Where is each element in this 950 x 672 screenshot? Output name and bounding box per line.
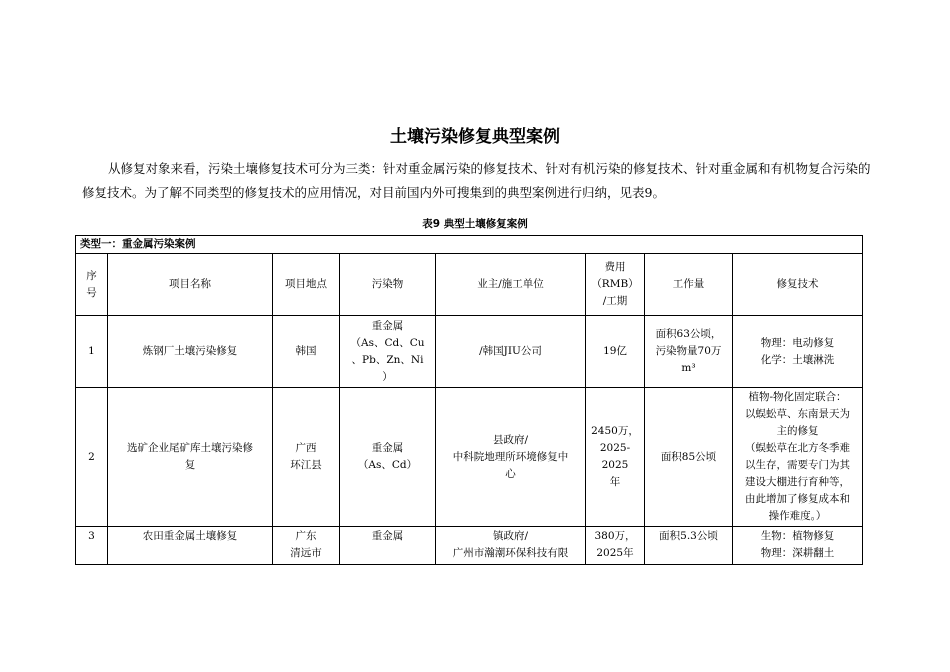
- cell-pollutant: 重金属: [340, 527, 436, 565]
- table-caption: 表9 典型土壤修复案例: [422, 218, 528, 230]
- cell-technique: 物理：电动修复 化学：土壤淋洗: [733, 316, 863, 388]
- cell-owner: 镇政府/ 广州市瀚潮环保科技有限: [436, 527, 586, 565]
- cell-seq: 2: [76, 388, 108, 527]
- cell-seq: 1: [76, 316, 108, 388]
- cell-name: 农田重金属土壤修复: [108, 527, 273, 565]
- header-technique: 修复技术: [733, 254, 863, 316]
- cell-cost: 2450万， 2025-2025 年: [586, 388, 645, 527]
- cell-owner: /韩国JIU公司: [436, 316, 586, 388]
- header-cost: 费用 （RMB） /工期: [586, 254, 645, 316]
- cell-workload: 面积5.3公顷: [645, 527, 733, 565]
- section-label: 类型一：重金属污染案例: [76, 236, 863, 254]
- header-owner: 业主/施工单位: [436, 254, 586, 316]
- header-workload: 工作量: [645, 254, 733, 316]
- cell-name: 炼钢厂土壤污染修复: [108, 316, 273, 388]
- cell-owner: 县政府/ 中科院地理所环境修复中 心: [436, 388, 586, 527]
- cell-cost: 19亿: [586, 316, 645, 388]
- cell-pollutant: 重金属 （As、Cd）: [340, 388, 436, 527]
- header-row: [76, 254, 863, 316]
- cell-technique: 生物：植物修复 物理：深耕翻土: [733, 527, 863, 565]
- cell-workload: 面积63公顷， 污染物量70万 m³: [645, 316, 733, 388]
- table-row: [76, 527, 863, 565]
- cell-cost: 380万， 2025年: [586, 527, 645, 565]
- cell-pollutant: 重金属 （As、Cd、Cu 、Pb、Zn、Ni ）: [340, 316, 436, 388]
- cell-technique: 植物-物化固定联合： 以蜈蚣草、东南景天为 主的修复 （蜈蚣草在北方冬季难 以生存，需要专门为其 建设大棚进行育种等， 由此增加了修复成本和 操作难度。）: [733, 388, 863, 527]
- header-seq: 序 号: [76, 254, 108, 316]
- case-table: [75, 235, 863, 565]
- cell-seq: 3: [76, 527, 108, 565]
- intro-paragraph: 从修复对象来看，污染土壤修复技术可分为三类：针对重金属污染的修复技术、针对有机污染的修复技术、针对重金属和有机物复合污染的修复技术。为了解不同类型的修复技术的应用情况，对目前国内外可搜集到的典型案例进行归纳，见表9。: [82, 161, 871, 200]
- table-row: [76, 388, 863, 527]
- document-title: 土壤污染修复典型案例: [390, 127, 560, 147]
- section-row: [76, 236, 863, 254]
- cell-name: 选矿企业尾矿库土壤污染修 复: [108, 388, 273, 527]
- header-location: 项目地点: [273, 254, 340, 316]
- cell-location: 广西 环江县: [273, 388, 340, 527]
- header-pollutant: 污染物: [340, 254, 436, 316]
- table-row: [76, 316, 863, 388]
- cell-workload: 面积85公顷: [645, 388, 733, 527]
- cell-location: 韩国: [273, 316, 340, 388]
- cell-location: 广东 清远市: [273, 527, 340, 565]
- header-name: 项目名称: [108, 254, 273, 316]
